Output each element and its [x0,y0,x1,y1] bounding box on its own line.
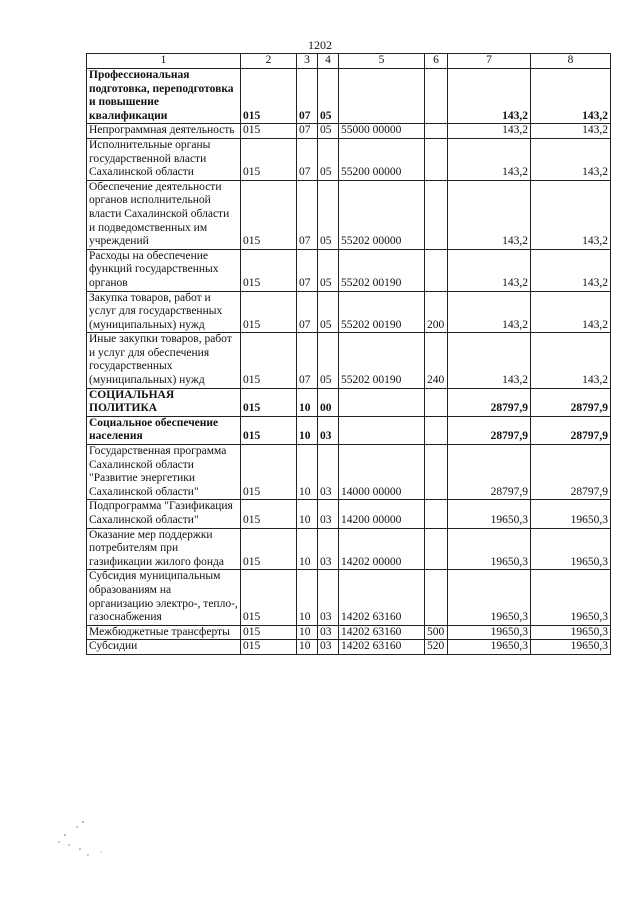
row-amount-1: 19650,3 [448,570,531,625]
row-amount-1: 28797,9 [448,416,531,444]
row-amount-1: 143,2 [448,333,531,388]
row-section-code: 10 [297,500,318,528]
row-name: Расходы на обеспечение функций государственных органов [87,249,241,291]
row-amount-2: 28797,9 [531,388,611,416]
row-expense-type [425,445,448,500]
row-subsection-code: 03 [318,500,339,528]
row-target-article: 14202 63160 [339,640,425,655]
row-amount-1: 143,2 [448,69,531,124]
row-expense-type: 240 [425,333,448,388]
row-subsection-code: 03 [318,528,339,570]
row-amount-2: 143,2 [531,138,611,180]
row-name: Государственная программа Сахалинской области "Развитие энергетики Сахалинской области" [87,445,241,500]
row-target-article [339,69,425,124]
row-target-article: 14000 00000 [339,445,425,500]
table-row [87,180,611,249]
row-subsection-code: 05 [318,69,339,124]
row-expense-type [425,500,448,528]
row-ved-code: 015 [241,640,297,655]
table-row [87,124,611,139]
row-target-article [339,388,425,416]
table-row [87,416,611,444]
row-ved-code: 015 [241,180,297,249]
row-target-article: 55202 00190 [339,249,425,291]
row-section-code: 10 [297,528,318,570]
table-row [87,445,611,500]
header-col-8: 8 [531,54,611,69]
row-name: СОЦИАЛЬНАЯ ПОЛИТИКА [87,388,241,416]
row-amount-2: 143,2 [531,291,611,333]
row-subsection-code: 00 [318,388,339,416]
row-target-article [339,416,425,444]
row-expense-type [425,416,448,444]
header-col-5: 5 [339,54,425,69]
row-target-article: 55202 00190 [339,291,425,333]
row-target-article: 14200 00000 [339,500,425,528]
header-col-4: 4 [318,54,339,69]
row-amount-2: 28797,9 [531,445,611,500]
row-subsection-code: 03 [318,570,339,625]
row-expense-type [425,249,448,291]
row-amount-1: 19650,3 [448,500,531,528]
table-row [87,640,611,655]
row-name: Оказание мер поддержки потребителям при газификации жилого фонда [87,528,241,570]
row-expense-type [425,180,448,249]
table-row [87,570,611,625]
table-row [87,333,611,388]
row-subsection-code: 03 [318,625,339,640]
row-expense-type [425,528,448,570]
row-amount-1: 19650,3 [448,640,531,655]
row-amount-2: 28797,9 [531,416,611,444]
row-amount-2: 19650,3 [531,528,611,570]
row-amount-1: 143,2 [448,180,531,249]
row-amount-1: 28797,9 [448,445,531,500]
row-section-code: 07 [297,138,318,180]
row-target-article: 55000 00000 [339,124,425,139]
row-subsection-code: 05 [318,291,339,333]
row-amount-2: 19650,3 [531,500,611,528]
row-expense-type [425,69,448,124]
row-name: Иные закупки товаров, работ и услуг для обеспечения государственных (муниципальных) нужд [87,333,241,388]
row-ved-code: 015 [241,445,297,500]
row-amount-2: 19650,3 [531,570,611,625]
row-expense-type: 520 [425,640,448,655]
row-name: Обеспечение деятельности органов исполнительной власти Сахалинской области и подведомственных им учреждений [87,180,241,249]
scan-specks [55,818,115,868]
row-subsection-code: 05 [318,333,339,388]
table-row [87,625,611,640]
row-amount-2: 143,2 [531,249,611,291]
row-name: Закупка товаров, работ и услуг для государственных (муниципальных) нужд [87,291,241,333]
row-amount-1: 19650,3 [448,625,531,640]
row-amount-1: 143,2 [448,124,531,139]
row-ved-code: 015 [241,138,297,180]
table-row [87,69,611,124]
row-amount-2: 143,2 [531,333,611,388]
row-ved-code: 015 [241,528,297,570]
table-row [87,291,611,333]
row-ved-code: 015 [241,69,297,124]
row-section-code: 07 [297,333,318,388]
row-amount-2: 143,2 [531,180,611,249]
row-section-code: 07 [297,69,318,124]
row-name: Субсидии [87,640,241,655]
row-amount-2: 19650,3 [531,640,611,655]
row-ved-code: 015 [241,570,297,625]
table-row [87,528,611,570]
row-amount-2: 143,2 [531,124,611,139]
table-row [87,138,611,180]
row-name: Межбюджетные трансферты [87,625,241,640]
row-subsection-code: 05 [318,249,339,291]
row-ved-code: 015 [241,249,297,291]
row-subsection-code: 03 [318,445,339,500]
row-name: Непрограммная деятельность [87,124,241,139]
row-subsection-code: 05 [318,180,339,249]
table-row [87,500,611,528]
row-amount-2: 19650,3 [531,625,611,640]
table-body [87,69,611,655]
row-ved-code: 015 [241,388,297,416]
row-target-article: 55202 00000 [339,180,425,249]
table-header-row [87,54,611,69]
header-col-6: 6 [425,54,448,69]
table-row [87,388,611,416]
budget-table [86,53,611,655]
row-subsection-code: 03 [318,640,339,655]
row-section-code: 07 [297,291,318,333]
row-ved-code: 015 [241,124,297,139]
row-expense-type [425,124,448,139]
row-subsection-code: 05 [318,124,339,139]
row-amount-1: 28797,9 [448,388,531,416]
row-section-code: 10 [297,640,318,655]
row-subsection-code: 03 [318,416,339,444]
row-ved-code: 015 [241,416,297,444]
row-ved-code: 015 [241,333,297,388]
row-target-article: 55200 00000 [339,138,425,180]
header-col-1: 1 [87,54,241,69]
page-number: 1202 [308,38,332,52]
row-expense-type [425,570,448,625]
row-target-article: 14202 63160 [339,570,425,625]
row-section-code: 10 [297,445,318,500]
row-expense-type: 200 [425,291,448,333]
row-ved-code: 015 [241,291,297,333]
row-section-code: 07 [297,249,318,291]
row-section-code: 10 [297,388,318,416]
row-name: Профессиональная подготовка, переподготовка и повышение квалификации [87,69,241,124]
header-col-2: 2 [241,54,297,69]
row-subsection-code: 05 [318,138,339,180]
row-section-code: 10 [297,625,318,640]
row-name: Подпрограмма "Газификация Сахалинской области" [87,500,241,528]
table-row [87,249,611,291]
row-name: Исполнительные органы государственной власти Сахалинской области [87,138,241,180]
row-section-code: 07 [297,124,318,139]
row-ved-code: 015 [241,500,297,528]
row-name: Социальное обеспечение населения [87,416,241,444]
row-amount-1: 143,2 [448,291,531,333]
row-section-code: 10 [297,416,318,444]
row-target-article: 14202 63160 [339,625,425,640]
row-section-code: 10 [297,570,318,625]
row-amount-1: 143,2 [448,249,531,291]
row-section-code: 07 [297,180,318,249]
header-col-3: 3 [297,54,318,69]
row-expense-type [425,138,448,180]
row-target-article: 55202 00190 [339,333,425,388]
row-name: Субсидия муниципальным образованиям на организацию электро-, тепло-, газоснабжения [87,570,241,625]
row-amount-1: 19650,3 [448,528,531,570]
row-amount-1: 143,2 [448,138,531,180]
row-amount-2: 143,2 [531,69,611,124]
row-expense-type: 500 [425,625,448,640]
row-ved-code: 015 [241,625,297,640]
row-target-article: 14202 00000 [339,528,425,570]
header-col-7: 7 [448,54,531,69]
row-expense-type [425,388,448,416]
